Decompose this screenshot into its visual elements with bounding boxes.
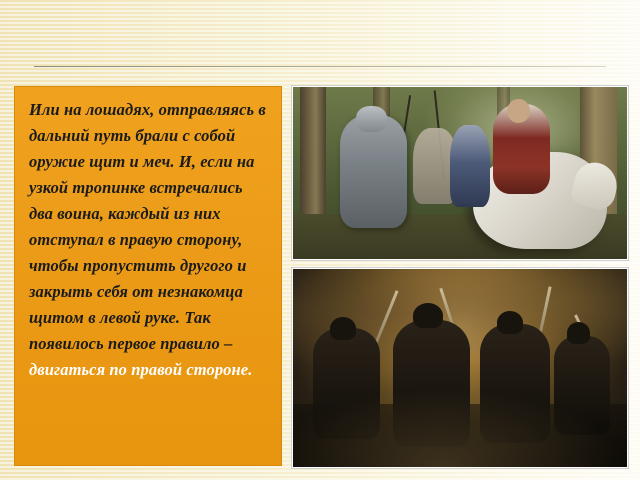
battle-dust bbox=[293, 388, 627, 467]
battle-scene-illustration bbox=[292, 268, 628, 468]
armored-knight-helmet bbox=[356, 106, 386, 132]
warrior-helmet bbox=[567, 322, 590, 344]
top-divider-line bbox=[34, 66, 606, 67]
body-text-highlight: двигаться по правой стороне. bbox=[29, 360, 253, 379]
slide-body-text bbox=[29, 97, 269, 383]
blue-cloak-knight-figure bbox=[450, 125, 490, 208]
text-panel bbox=[14, 86, 282, 466]
warrior-helmet bbox=[330, 317, 357, 341]
warrior-helmet bbox=[413, 303, 443, 329]
battle-background bbox=[293, 269, 627, 467]
warrior-helmet bbox=[497, 311, 524, 335]
forest-background bbox=[293, 87, 627, 259]
red-cloak-rider-head bbox=[507, 99, 530, 123]
body-text-main: Или на лошадях, отправляясь в дальний путь брали с собой оружие щит и меч. И, если на узкой тропинке встречались два воина, каждый из них отступал в правую сторону, чтобы пропустить другого и закрыть себя от незнакомца щитом в левой руке. Так появилось первое правило – bbox=[29, 100, 266, 353]
knights-on-horseback-forest-photo bbox=[292, 86, 628, 260]
